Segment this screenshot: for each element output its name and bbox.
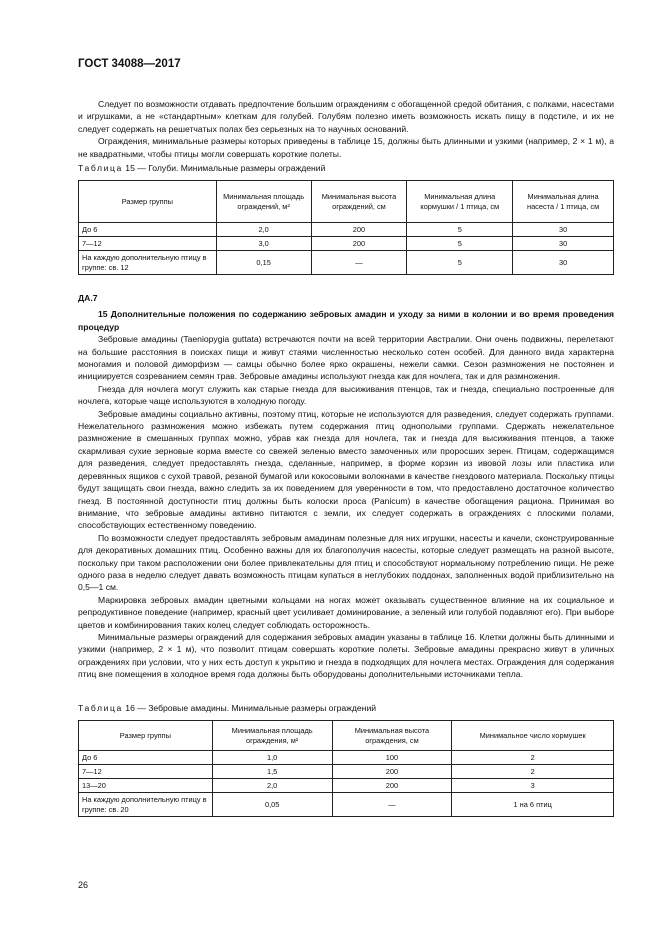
table-cell: 5 [407,251,513,275]
table-cell: 200 [311,237,407,251]
document-header: ГОСТ 34088—2017 [78,58,181,70]
intro-paragraph-1: Следует по возможности отдавать предпочтение большим ограждениям с обогащенной средой обитания, с полками, насестами и игрушками, а не «стандартным» клеткам для голубей. Голубям полезно иметь возможность искать пищу в подстиле, и их не следует содержать на решетчатых полах без серьезных на то научных оснований. [78,99,614,134]
table-15-caption [78,163,325,173]
table-cell: 7—12 [79,237,217,251]
table-cell: 0,05 [212,793,332,817]
intro-paragraph-2: Ограждения, минимальные размеры которых приведены в таблице 15, должны быть длинными и узкими (например, 2 × 1 м), а не квадратными, чтобы птицы могли совершать короткие полеты. [78,136,614,159]
section-paragraph-3: Зебровые амадины социально активны, поэтому птиц, которые не используются для разведения, следует содержать группами. Нежелательного размножения можно избежать путем содержания птиц однополыми группами. Сдержать нежелательное размножение в смешанных группах можно, убрав как гнезда для ночлега, так и гнезда для высиживания птенцов, а также скармливая сухие зерновые корма вместе со свежей зеленью вместо замоченных или проросших зерен. Птицам, содержащимся для разведения, следует предоставлять гнезда, сделанные, например, в форме корзин из ивовой лозы или пластика или деревянных ящиков с сухой травой, резаной бумагой или кокосовыми волокнами в качестве гнездового материала. Поскольку птицы будут защищать свои гнезда, важно следить за их поведением для уверенности в том, что предоставлено достаточное количество гнезд. В постоянной доступности птиц должны быть колоски проса (Panicum) в качестве обогащения рациона. Принимая во внимание, что зебровые амадины активно питаются с земли, их следует содержать в ограждениях с плоскими полами, способствующих естественному поведению. [78,408,614,531]
table-cell: 1 на 6 птиц [452,793,614,817]
table-cell: 3 [452,779,614,793]
table-cell: 2,0 [216,223,311,237]
table-cell: 1,5 [212,765,332,779]
table-header-cell: Минимальная высота ограждения, см [332,721,452,751]
section-heading: 15 Дополнительные положения по содержанию зебровых амадин и уходу за ними в колонии и во время проведения процедур [78,309,614,332]
table-row [79,251,614,275]
table-cell: 3,0 [216,237,311,251]
table-15 [78,180,614,275]
table-cell: 2 [452,765,614,779]
table-header-row [79,721,614,751]
table-15-caption-text: 15 — Голуби. Минимальные размеры ограждений [125,163,326,173]
table-cell: 5 [407,223,513,237]
table-row [79,779,614,793]
table-cell: 0,15 [216,251,311,275]
table-cell: 30 [513,223,614,237]
section-paragraph-2: Гнезда для ночлега могут служить как старые гнезда для высиживания птенцов, так и гнезда, специально построенные для ночлега, которые чаще используются в холодную погоду. [78,383,614,407]
table-row [79,751,614,765]
table-cell: 200 [332,765,452,779]
table-header-cell: Минимальная высота ограждений, см [311,181,407,223]
table-cell: — [311,251,407,275]
intro-text [78,98,614,160]
table-cell: На каждую дополнительную птицу в группе: св. 20 [79,793,213,817]
table-cell: 1,0 [212,751,332,765]
table-row [79,765,614,779]
table-cell: На каждую дополнительную птицу в группе: св. 12 [79,251,217,275]
table-header-cell: Минимальная длина кормушки / 1 птица, см [407,181,513,223]
table-cell: До 6 [79,223,217,237]
table-16-caption [78,703,376,713]
table-cell: 30 [513,251,614,275]
table-row [79,223,614,237]
table-cell: 200 [311,223,407,237]
section-paragraph-1: Зебровые амадины (Taeniopygia guttata) встречаются почти на всей территории Австралии. Они очень подвижны, перелетают на большие расстояния в поисках пищи и живут стаями численностью несколько сотен особей. Для данного вида характерна моногамия и половой диморфизм — самцы обычно более ярко окрашены, нежели самки. Сезон размножения не постоянен и инициируется созреванием семян трав. Зебровые амадины используют гнезда как для ночлега, так и для размножения. [78,334,614,382]
table-15-caption-prefix: Таблица [78,163,123,173]
table-row [79,237,614,251]
table-header-cell: Минимальная длина насеста / 1 птица, см [513,181,614,223]
page-number: 26 [78,880,89,890]
table-header-cell: Минимальная площадь ограждения, м² [212,721,332,751]
table-cell: 7—12 [79,765,213,779]
table-cell: 2,0 [212,779,332,793]
table-header-cell: Размер группы [79,181,217,223]
section-paragraph-6: Минимальные размеры ограждений для содержания зебровых амадин указаны в таблице 16. Клетки должны быть длинными и узкими (например, 2 × 1 м), что позволит птицам совершать короткие полеты. Зебровые амадины прекрасно живут в уличных ограждениях при условии, что у них есть доступ к укрытию и гнезда в подходящих для ночлега местах. Ограждения для содержания птиц вне помещения в холодное время года должны быть оборудованы дополнительными источниками тепла. [78,631,614,680]
table-16-caption-text: 16 — Зебровые амадины. Минимальные размеры ограждений [125,703,377,713]
table-row [79,793,614,817]
table-header-cell: Минимальное число кормушек [452,721,614,751]
table-cell: 2 [452,751,614,765]
section-text [78,292,614,681]
table-16-caption-prefix: Таблица [78,703,123,713]
table-cell: До 6 [79,751,213,765]
table-16 [78,720,614,817]
table-cell: — [332,793,452,817]
table-header-row [79,181,614,223]
table-cell: 30 [513,237,614,251]
table-cell: 13—20 [79,779,213,793]
table-header-cell: Размер группы [79,721,213,751]
table-cell: 200 [332,779,452,793]
appendix-label: ДА.7 [78,293,98,303]
table-cell: 5 [407,237,513,251]
table-header-cell: Минимальная площадь ограждений, м² [216,181,311,223]
table-cell: 100 [332,751,452,765]
section-paragraph-5: Маркировка зебровых амадин цветными кольцами на ногах может оказывать существенное влияние на их социальное и репродуктивное поведение (например, красный цвет усиливает доминирование, а зеленый или голубой подавляют его). При выборе цветов и комбинирования таких колец следует соблюдать осторожность. [78,594,614,630]
section-paragraph-4: По возможности следует предоставлять зебровым амадинам полезные для них игрушки, насесты и качели, сконструированные для декоративных домашних птиц. Особенно важны для их благополучия насесты, которые следует размещать на разной высоте, поскольку при таком расположении они более привлекательны для птиц и способствуют нормальному потреблению пищи. Не реже одного раза в неделю следует давать возможность птицам купаться в неглубоких поддонах, заполненных водой приблизительно на 0,5—1 см. [78,532,614,593]
